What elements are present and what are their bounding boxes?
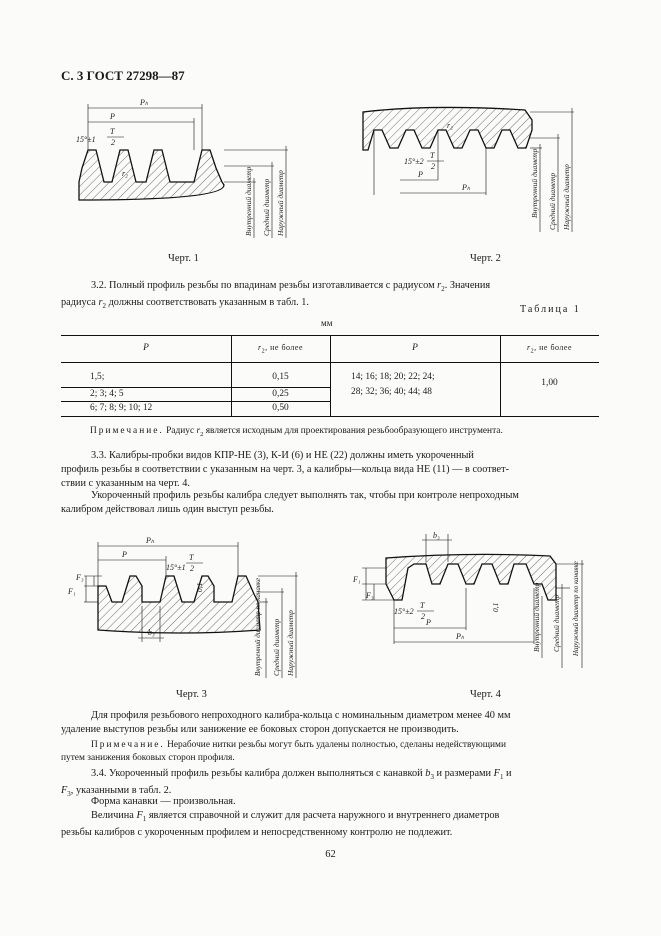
note-1: Примечание. Радиус $r_2$ является исходным для проектирования резьбообразующего инструмента. — [90, 426, 503, 438]
th-p-1: P — [143, 343, 149, 353]
f2-angle-label: 15°±2 — [404, 157, 424, 166]
f2-tol-label: T — [430, 151, 435, 160]
figure-1-drawing — [74, 90, 304, 240]
figure-2-caption: Черт. 2 — [470, 253, 501, 264]
table-cell: 1,5; — [90, 372, 105, 382]
page-number: 62 — [325, 849, 336, 860]
f4-angle-label: 15°±2 — [394, 607, 414, 616]
table-cell: 0,50 — [272, 403, 289, 413]
f1-p-label: P — [110, 112, 115, 121]
note-2: Примечание. Нерабочие нитки резьбы могут быть удалены полностью, сделаны недействующими путем занижения боковых сторон профиля. — [61, 740, 506, 763]
f3-d2-label: Средний диаметр — [272, 618, 281, 676]
f4-ph-label: Pₕ — [456, 632, 465, 641]
f4-f1-label: F₁ — [353, 575, 361, 584]
table-cell: 6; 7; 8; 9; 10; 12 — [90, 403, 153, 413]
f3-d1-label: Внутренний диаметр по канавке — [254, 577, 262, 676]
f4-f3-label: F₃ — [366, 591, 374, 600]
f1-d-label: Наружный диаметр — [276, 170, 285, 236]
paragraph-groove-form: Форма канавки — произвольная. — [91, 796, 236, 807]
f4-d2-label: Средний диаметр — [552, 594, 561, 652]
table-1-unit: мм — [321, 318, 333, 328]
paragraph-3-3: 3.3. Калибры-пробки видов КПР-НЕ (3), К-И (6) и НЕ (22) должны иметь укороченный профиль резьбы в соответствии с указанным на черт. 3, а калибры—кольца вида НЕ (11) — в соответ- ствии с указанным на черт. 4. — [61, 450, 510, 490]
f1-r-label: r₂ — [122, 169, 128, 178]
thread-profile-3 — [98, 576, 260, 633]
f2-r-label: r₂ — [447, 121, 453, 130]
f4-b3-label: b₃ — [433, 531, 440, 540]
table-cell: 14; 16; 18; 20; 22; 24; — [351, 372, 435, 382]
f3-r-label: 0,1 — [195, 582, 204, 592]
paragraph-3-2: 3.2. Полный профиль резьбы по впадинам резьбы изготавливается с радиусом $r_2$. Значения радиуса $r_2$ должны соответствовать указанным в табл. 1. — [61, 280, 491, 311]
figure-2-drawing — [360, 100, 590, 235]
f3-tol-den: 2 — [190, 564, 194, 573]
f3-angle-label: 15°±1 — [166, 563, 186, 572]
f1-tol-label: T — [110, 127, 115, 136]
f4-r-label: 0,1 — [491, 602, 500, 612]
f3-p-label: P — [122, 550, 127, 559]
f1-d2-label: Средний диаметр — [262, 178, 271, 236]
table-cell: 1,00 — [541, 378, 558, 388]
f2-d2-label: Средний диаметр — [548, 172, 557, 230]
f4-p-label: P — [426, 618, 431, 627]
f1-ph-label: Pₕ — [140, 98, 149, 107]
f4-d-label: Наружный диаметр по канавке — [572, 561, 580, 656]
th-r-2: $r_2$, не более — [526, 343, 572, 355]
f3-f3-label: F₃ — [76, 573, 84, 582]
paragraph-f1-value: Величина $F_1$ является справочной и служит для расчета наружного и внутреннего диаметров резьбы калибров с укороченным профилем и непосредственному контролю не подлежит. — [61, 810, 500, 839]
thread-profile-1 — [79, 150, 224, 200]
figure-3-drawing — [62, 530, 324, 680]
f1-d1-label: Внутренний диаметр — [244, 166, 253, 236]
f3-ph-label: Pₕ — [146, 536, 155, 545]
f4-d1-label: Внутренний диаметр — [532, 582, 541, 652]
f4-tol-den: 2 — [421, 612, 425, 621]
f2-tol-den: 2 — [431, 162, 435, 171]
f2-p-label: P — [418, 170, 423, 179]
table-cell: 2; 3; 4; 5 — [90, 389, 124, 399]
f1-angle-label: 15°±1 — [76, 135, 96, 144]
table-1-title: Таблица 1 — [520, 304, 581, 315]
table-1 — [61, 335, 599, 417]
th-r-1: $r_2$, не более — [257, 343, 303, 355]
f2-d1-label: Внутренний диаметр — [530, 148, 539, 218]
figure-4-drawing — [350, 528, 595, 676]
f3-d-label: Наружный диаметр — [286, 610, 295, 676]
paragraph-short-profile: Укороченный профиль резьбы калибра следует выполнять так, чтобы при контроле непроходным калибром действовал лишь один выступ резьбы. — [61, 490, 519, 516]
figure-4-caption: Черт. 4 — [470, 689, 501, 700]
f2-ph-label: Pₕ — [462, 183, 471, 192]
f4-tol-label: T — [420, 601, 425, 610]
th-p-2: P — [412, 343, 418, 353]
table-cell: 0,25 — [272, 389, 289, 399]
f1-tol-den: 2 — [111, 138, 115, 147]
thread-profile-4 — [386, 554, 556, 600]
f2-d-label: Наружный диаметр — [562, 164, 571, 230]
table-cell: 28; 32; 36; 40; 44; 48 — [351, 387, 432, 397]
f3-b3-label: b₃ — [148, 628, 155, 637]
figure-3-caption: Черт. 3 — [176, 689, 207, 700]
f3-f1-label: F₁ — [68, 587, 76, 596]
paragraph-3-4: 3.4. Укороченный профиль резьбы калибра должен выполняться с канавкой $b_3$ и размерами $F_1$ и $F_3$, указанными в табл. 2. — [61, 768, 512, 799]
table-cell: 0,15 — [272, 372, 289, 382]
paragraph-ring-gauge: Для профиля резьбового непроходного калибра-кольца с номинальным диаметром менее 40 мм удаление выступов резьбы или занижение ее боковых сторон допускается не производить. — [61, 710, 511, 736]
f3-tol-label: T — [189, 553, 194, 562]
figure-1-caption: Черт. 1 — [168, 253, 199, 264]
page-header: С. 3 ГОСТ 27298—87 — [61, 68, 185, 83]
